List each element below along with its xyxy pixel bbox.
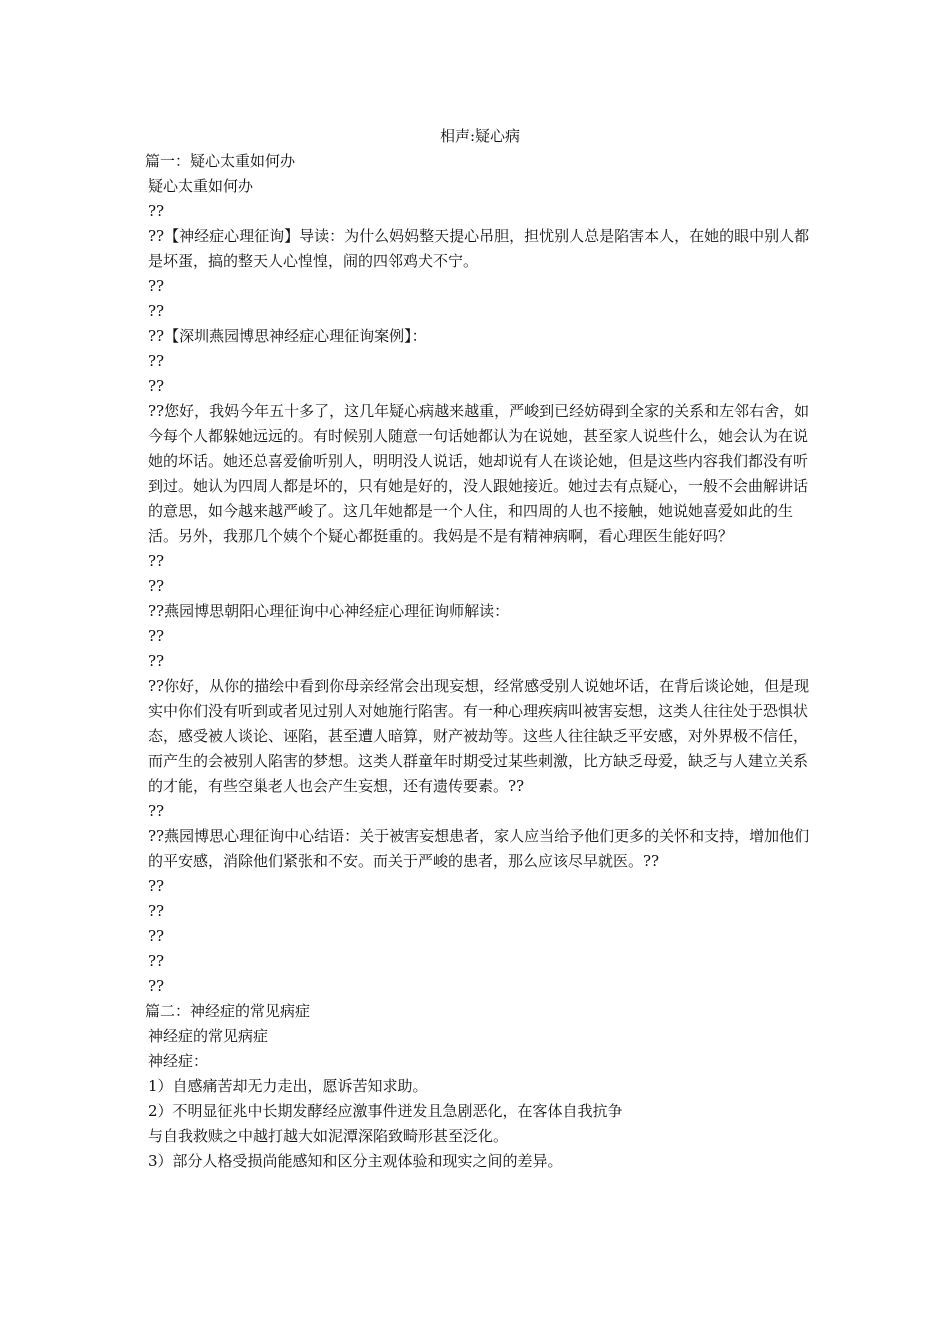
section-heading: 篇一：疑心太重如何办 <box>145 152 296 170</box>
paragraph-line: ?? <box>148 577 165 595</box>
document-page <box>145 124 815 1174</box>
list-item: 2）不明显征兆中长期发酵经应激事件迸发且急剧恶化，在客体自我抗争 <box>148 1102 623 1120</box>
paragraph-line: ?? <box>148 927 165 945</box>
paragraph: ??您好，我妈今年五十多了，这几年疑心病越来越重，严峻到已经妨碍到全家的关系和左邻右舍，如今每个人都躲她远远的。有时候别人随意一句话她都认为在说她，甚至家人说些什么，她会认为在说她的坏话。她还总喜爱偷听别人，明明没人说话，她却说有人在谈论她，但是这些内容我们都没有听到过。她认为四周人都是坏的，只有她是好的，没人跟她接近。她过去有点疑心，一般不会曲解讲话的意思，如今越来越严峻了。这几年她都是一个人住，和四周的人也不接触，她说她喜爱如此的生活。另外，我那几个姨个个疑心都挺重的。我妈是不是有精神病啊，看心理医生能好吗？ <box>148 402 810 545</box>
paragraph: ??燕园博思心理征询中心结语：关于被害妄想患者，家人应当给予他们更多的关怀和支持，增加他们的平安感，消除他们紧张和不安。而关于严峻的患者，那么应该尽早就医。?? <box>148 827 810 870</box>
subheading: 疑心太重如何办 <box>148 177 254 195</box>
paragraph: ??【神经症心理征询】导读：为什么妈妈整天提心吊胆，担忧别人总是陷害本人，在她的眼中别人都是坏蛋，搞的整天人心惶惶，闹的四邻鸡犬不宁。 <box>148 227 810 270</box>
paragraph-line: ?? <box>148 202 165 220</box>
paragraph-line: ?? <box>148 552 165 570</box>
paragraph-line: ?? <box>148 352 165 370</box>
paragraph-line: ?? <box>148 377 165 395</box>
paragraph-line: ?? <box>148 902 165 920</box>
list-item: 3）部分人格受损尚能感知和区分主观体验和现实之间的差异。 <box>148 1152 563 1170</box>
document-title: 相声:疑心病 <box>439 127 521 145</box>
subheading: 神经症的常见病症 <box>148 1027 269 1045</box>
list-item: 1）自感痛苦却无力走出，愿诉苦知求助。 <box>148 1077 428 1095</box>
paragraph-line: ?? <box>148 302 165 320</box>
paragraph: ??【深圳燕园博思神经症心理征询案例】： <box>148 327 427 345</box>
paragraph-line: ?? <box>148 952 165 970</box>
paragraph-line: ?? <box>148 802 165 820</box>
paragraph: ??你好，从你的描绘中看到你母亲经常会出现妄想，经常感受别人说她坏话，在背后谈论她，但是现实中你们没有听到或者见过别人对她施行陷害。有一种心理疾病叫被害妄想，这类人往往处于恐惧状态，感受被人谈论、诬陷，甚至遭人暗算，财产被劫等。这些人往往缺乏平安感，对外界极不信任，而产生的会被别人陷害的梦想。这类人群童年时期受过某些刺激，比方缺乏母爱，缺乏与人建立关系的才能，有些空巢老人也会产生妄想，还有遗传要素。?? <box>148 677 810 795</box>
paragraph-line: 神经症： <box>148 1052 209 1070</box>
paragraph-line: ?? <box>148 627 165 645</box>
paragraph-line: ?? <box>148 277 165 295</box>
paragraph: ??燕园博思朝阳心理征询中心神经症心理征询师解读： <box>148 602 510 620</box>
paragraph-line: ?? <box>148 977 165 995</box>
section-heading: 篇二：神经症的常见病症 <box>145 1002 311 1020</box>
paragraph-line: ?? <box>148 652 165 670</box>
paragraph-line: ?? <box>148 877 165 895</box>
list-item-continuation: 与自我救赎之中越打越大如泥潭深陷致畸形甚至泛化。 <box>148 1127 509 1145</box>
